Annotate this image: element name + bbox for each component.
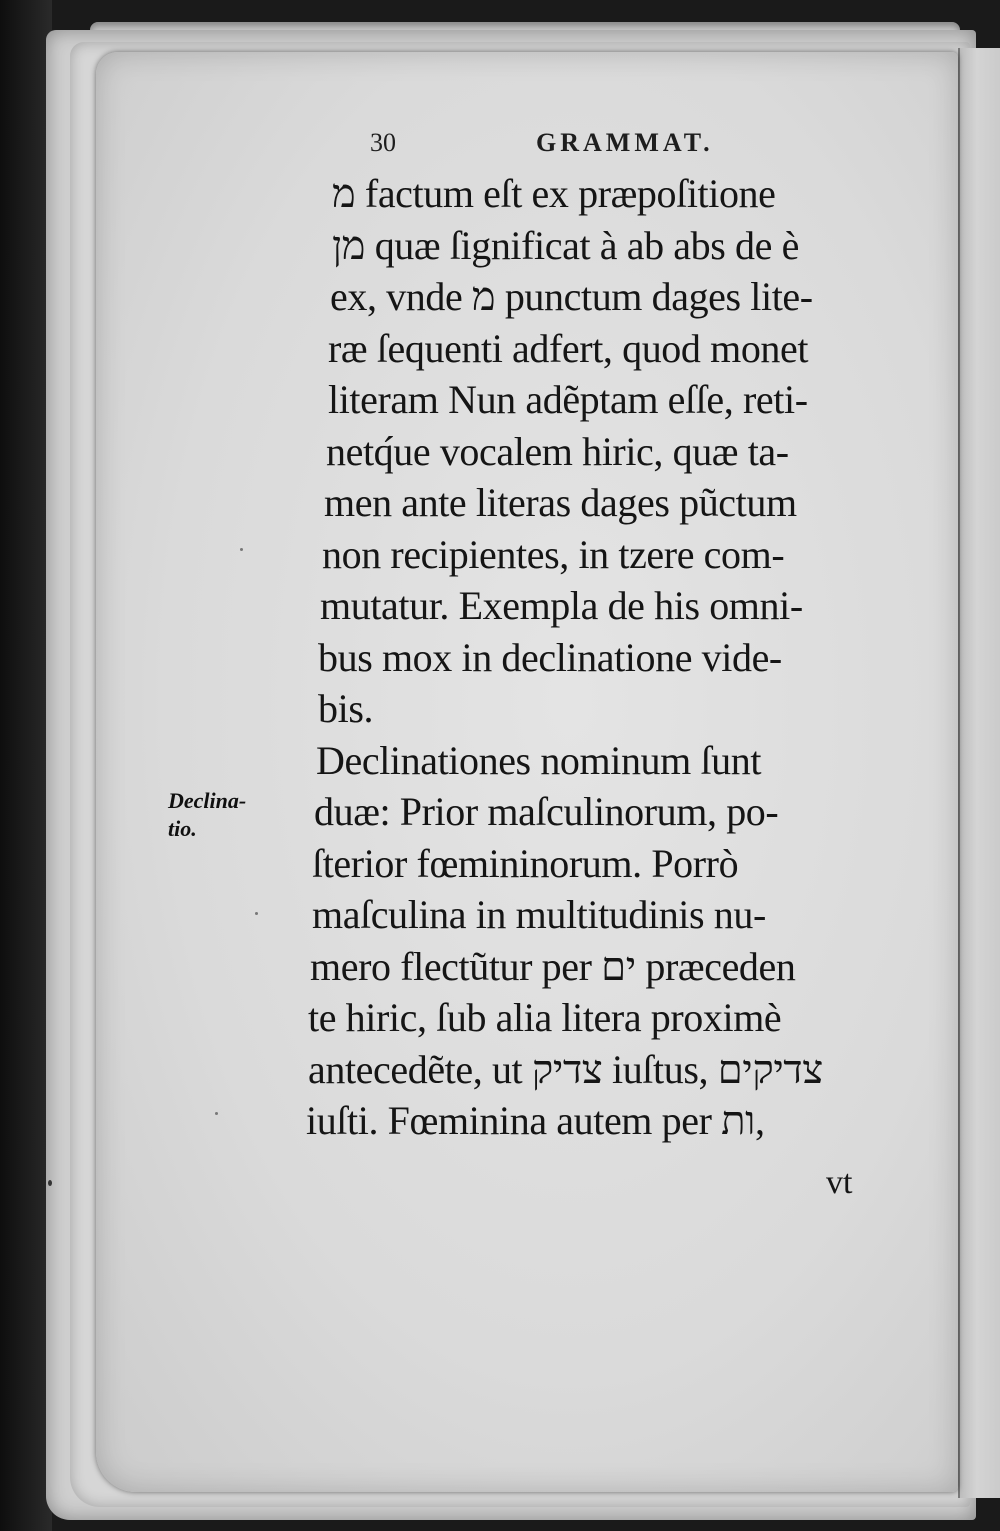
marginal-note	[168, 776, 298, 854]
text-line: antecedẽte, ut צדיק iuſtus, צדיקים	[308, 1046, 823, 1092]
book-spine-shadow	[0, 0, 52, 1531]
text-line: iuſti. Fœminina autem per ות,	[306, 1098, 765, 1143]
paper-speck	[215, 1112, 218, 1115]
text-line: maſculina in multitudinis nu-	[312, 892, 766, 937]
paper-speck	[255, 912, 258, 915]
paper-speck	[48, 1180, 52, 1186]
catchword: vt	[826, 1164, 853, 1201]
text-line: מן quæ ſignificat à ab abs de è	[332, 222, 799, 268]
text-line: ex, vnde מ punctum dages lite-	[330, 274, 813, 319]
text-line: ſterior fœmininorum. Porrò	[312, 840, 739, 886]
text-line: te hiric, ſub alia litera proximè	[308, 995, 782, 1040]
running-title: GRAMMAT.	[536, 128, 714, 157]
text-line: men ante literas dages pũctum	[324, 480, 797, 525]
text-line: Declinationes nominum ſunt	[316, 737, 762, 783]
body-text	[300, 168, 900, 1147]
text-line: bis.	[318, 686, 374, 731]
text-line: מ factum eſt ex præpoſitione	[332, 171, 776, 216]
page-number: 30	[370, 128, 396, 157]
text-line: non recipientes, in tzere com-	[322, 531, 785, 577]
text-line: ræ ſequenti adfert, quod monet	[328, 325, 809, 371]
facing-page-edge	[958, 48, 1000, 1498]
text-line: netq́ue vocalem hiric, quæ ta-	[326, 428, 789, 474]
text-line: literam Nun adẽptam eſſe, reti-	[328, 377, 808, 422]
marginal-note-line: Declina-	[168, 788, 247, 813]
text-line: mero flectũtur per ים præceden	[310, 943, 796, 989]
text-line: duæ: Prior maſculinorum, po-	[314, 789, 779, 834]
paper-speck	[240, 548, 243, 551]
text-line: mutatur. Exempla de his omni-	[320, 583, 803, 628]
marginal-note-line: tio.	[168, 816, 197, 841]
running-head	[370, 128, 790, 168]
text-line: bus mox in declinatione vide-	[318, 634, 782, 680]
